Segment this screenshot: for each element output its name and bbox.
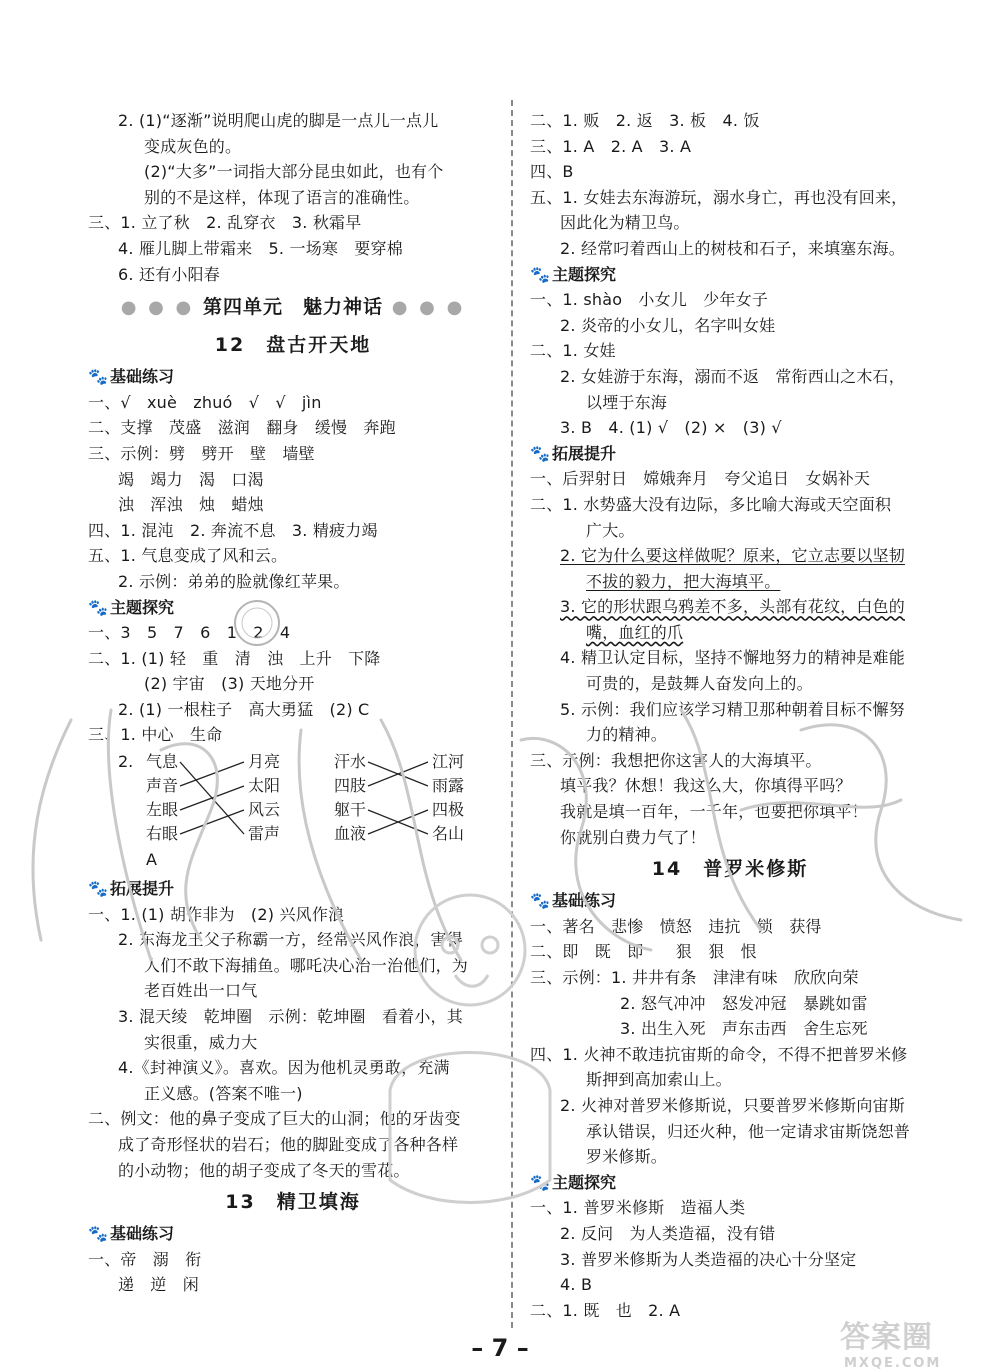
answer-line: 4. 雁儿脚上带霜来 5. 一场寒 要穿棉: [118, 238, 403, 258]
answer-line: 二、1. 女娃: [530, 341, 616, 361]
answer-line: 2. 火神对普罗米修斯说，只要普罗米修斯向宙斯: [560, 1095, 905, 1115]
lesson-title: 14 普罗米修斯: [651, 858, 809, 881]
match-word: 气息: [146, 752, 179, 772]
paw-icon: 🐾: [88, 879, 108, 899]
paw-icon: 🐾: [88, 367, 108, 387]
match-word: 太阳: [248, 776, 281, 796]
paw-icon: 🐾: [88, 597, 108, 617]
match-word: 躯干: [334, 800, 367, 820]
answer-line: 2. (1) 一根柱子 高大勇猛 (2) C: [118, 699, 370, 719]
answer-line: 4. B: [560, 1275, 593, 1295]
match-line: [180, 762, 244, 786]
answer-line: 2. 示例：弟弟的脸就像红苹果。: [118, 571, 350, 591]
answer-line: 实很重，威力大: [144, 1032, 258, 1052]
answer-line-wavy: 3. 它的形状跟乌鸦差不多，头部有花纹，白色的: [560, 597, 905, 617]
answer-line: 二、1. 既 也 2. A: [530, 1300, 681, 1320]
answer-line: 2. (1)“逐渐”说明爬山虎的脚是一点儿一点儿: [118, 111, 439, 130]
match-word: 名山: [432, 824, 465, 844]
answer-line: 一、1. shào 小女儿 少年女子: [530, 290, 769, 310]
paw-icon: 🐾: [530, 891, 550, 911]
match-word: 雨露: [432, 776, 465, 796]
answer-line: 正义感。(答案不唯一): [144, 1083, 303, 1103]
section-header: 🐾 基础练习: [88, 1221, 498, 1247]
lesson-title: 12 盘古开天地: [214, 334, 372, 357]
section-header: 🐾 拓展提升: [530, 441, 930, 467]
answer-line: 3. 出生入死 声东击西 舍生忘死: [620, 1019, 868, 1039]
answer-line: 4. 精卫认定目标，坚持不懈地努力的精神是难能: [560, 648, 905, 668]
logo-url: MXQE.COM: [844, 1356, 942, 1371]
answer-line: 2. 怒气冲冲 怒发冲冠 暴跳如雷: [620, 993, 868, 1013]
answer-line: 一、著名 悲惨 愤怒 违抗 锁 获得: [530, 916, 822, 936]
answer-line: (2)“大多”一词指大部分昆虫如此，也有个: [144, 162, 444, 182]
answer-line: 6. 还有小阳春: [118, 264, 220, 284]
paw-icon: 🐾: [88, 1224, 108, 1244]
match-word: 雷声: [248, 824, 281, 844]
answer-line: 以堙于东海: [586, 392, 668, 412]
match-word: 四极: [432, 800, 465, 820]
lesson-title: 13 精卫填海: [225, 1191, 361, 1214]
answer-line: 因此化为精卫鸟。: [560, 213, 690, 233]
answer-line-underlined: 2. 它为什么要这样做呢？原来，它立志要以坚韧: [560, 546, 905, 566]
answer-line: 二、1. 贩 2. 返 3. 板 4. 饭: [530, 111, 760, 130]
answer-line: 二、1. 水势盛大没有边际，多比喻大海或天空面积: [530, 494, 892, 514]
answer-line-wavy: 嘴，血红的爪: [586, 622, 684, 642]
circular-stamp-icon: [232, 598, 282, 648]
section-header: 🐾 主题探究: [530, 262, 930, 288]
section-header: 🐾 主题探究: [88, 595, 498, 621]
paw-icon: 🐾: [530, 443, 550, 463]
answer-line: 四、1. 混沌 2. 奔流不息 3. 精疲力竭: [88, 520, 378, 540]
match-line: [180, 810, 244, 834]
answer-line: 罗米修斯。: [586, 1147, 668, 1167]
paw-icon: 🐾: [530, 1172, 550, 1192]
match-word: 汗水: [334, 752, 367, 772]
unit-title-text: 第四单元 魅力神话: [202, 296, 383, 319]
match-word: 四肢: [334, 776, 367, 796]
left-column: [88, 108, 498, 1298]
answer-line: 广大。: [586, 520, 635, 540]
unit-title: [88, 289, 498, 326]
answer-line: 变成灰色的。: [144, 136, 242, 156]
answer-line: 3. 混天绫 乾坤圈 示例：乾坤圈 看着小，其: [118, 1007, 463, 1027]
answer-line: 成了奇形怪状的岩石；他的脚趾变成了各种各样: [118, 1135, 459, 1154]
answer-line: 一、√ xuè zhuó √ √ jìn: [88, 392, 322, 412]
answer-line: 5. 示例：我们应该学习精卫那种朝着目标不懈努: [560, 699, 905, 719]
section-header: 🐾 主题探究: [530, 1170, 930, 1196]
match-lines: [88, 748, 498, 876]
decor-dots: ● ● ●: [383, 297, 466, 319]
answer-line: 你就别白费力气了！: [560, 827, 706, 847]
answer-line: 三、1. 中心 生命: [88, 725, 223, 745]
logo-text: 答案圈: [840, 1320, 933, 1355]
answer-line: 承认错误，归还火种，他一定请求宙斯饶恕普: [586, 1121, 911, 1141]
right-column: [530, 108, 930, 1323]
answer-line: 2. 炎帝的小女儿，名字叫女娃: [560, 315, 776, 335]
answer-line: 五、1. 气息变成了风和云。: [88, 546, 288, 566]
answer-line: 2. 经常叼着西山上的树枝和石子，来填塞东海。: [560, 238, 905, 258]
section-header: 🐾 基础练习: [530, 888, 930, 914]
answer-line: 2. 反问 为人类造福，没有错: [560, 1223, 776, 1243]
answer-line: 填平我？休想！我这么大，你填得平吗？: [560, 776, 852, 796]
answer-line: 三、1. A 2. A 3. A: [530, 136, 692, 156]
answer-line: 五、1. 女娃去东海游玩，溺水身亡，再也没有回来，: [530, 187, 908, 207]
match-answer: A: [146, 850, 157, 870]
answer-line: 2. 女娃游于东海，溺而不返 常衔西山之木石，: [560, 366, 905, 386]
answer-line: 四、B: [530, 162, 574, 182]
match-word: 风云: [248, 800, 281, 820]
match-word: 血液: [334, 824, 367, 844]
section-header: 🐾 拓展提升: [88, 876, 498, 902]
matching-exercise: [88, 748, 498, 876]
answer-line: 一、后羿射日 嫦娥奔月 夸父追日 女娲补天: [530, 469, 871, 489]
answer-line: 三、示例：劈 劈开 壁 墙壁: [88, 443, 315, 463]
answer-line: 的小动物；他的胡子变成了冬天的雪花。: [118, 1160, 410, 1180]
answer-line: 4.《封神演义》。喜欢。因为他机灵勇敢，充满: [118, 1058, 450, 1078]
answer-line: 可贵的，是鼓舞人奋发向上的。: [586, 674, 813, 694]
answer-line: 二、即 既 即 狠 狠 恨: [530, 942, 757, 962]
answer-line: 人们不敢下海捕鱼。哪吒决心治一治他们，为: [144, 955, 469, 975]
answer-line: 斯押到高加索山上。: [586, 1070, 732, 1090]
match-word: 月亮: [248, 752, 281, 772]
answer-line: 三、示例：我想把你这害人的大海填平。: [530, 750, 822, 770]
answer-line-underlined: 不拔的毅力，把大海填平。: [586, 571, 781, 591]
answer-line: 二、1. (1) 轻 重 清 浊 上升 下降: [88, 648, 381, 668]
match-word: 左眼: [146, 800, 179, 820]
match-word: 声音: [146, 776, 179, 796]
answer-line: 浊 浑浊 烛 蜡烛: [118, 495, 264, 515]
page-number: – 7 –: [471, 1334, 529, 1362]
answer-line: 三、示例：1. 井井有条 津津有味 欣欣向荣: [530, 968, 859, 987]
answer-line: 力的精神。: [586, 725, 668, 745]
match-word: 右眼: [146, 824, 179, 844]
section-header: 🐾 基础练习: [88, 364, 498, 390]
answer-line: 3. 普罗米修斯为人类造福的决心十分坚定: [560, 1249, 857, 1269]
answer-line: 四、1. 火神不敢违抗宙斯的命令，不得不把普罗米修: [530, 1044, 908, 1064]
answer-line: 我就是填一百年，一千年，也要把你填平！: [560, 802, 868, 822]
column-divider: [511, 100, 513, 1328]
answer-line: 三、1. 立了秋 2. 乱穿衣 3. 秋霜早: [88, 213, 362, 233]
paw-icon: 🐾: [530, 264, 550, 284]
match-line: [180, 786, 244, 810]
match-word: 江河: [432, 752, 465, 772]
answer-line: 二、支撑 茂盛 滋润 翻身 缓慢 奔跑: [88, 418, 396, 438]
answer-line: 3. B 4. (1) √ (2) × (3) √: [560, 418, 782, 438]
answer-line: 一、3 5 7 6 1 2 4: [88, 623, 291, 643]
answer-line: 一、1. 普罗米修斯 造福人类: [530, 1198, 746, 1218]
answer-line: 一、帝 溺 衔: [88, 1249, 202, 1269]
answer-line: 竭 竭力 渴 口渴: [118, 469, 264, 489]
match-prefix: 2.: [118, 752, 134, 772]
answer-line: (2) 宇宙 (3) 天地分开: [144, 674, 315, 694]
decor-dots: ● ● ●: [120, 297, 203, 319]
answer-line: 老百姓出一口气: [144, 981, 258, 1001]
answer-line: 二、例文：他的鼻子变成了巨大的山洞；他的牙齿变: [88, 1109, 461, 1129]
answer-line: 2. 东海龙王父子称霸一方，经常兴风作浪，害得: [118, 930, 463, 950]
answer-line: 递 逆 闲: [118, 1275, 200, 1295]
answer-line: 一、1. (1) 胡作非为 (2) 兴风作浪: [88, 904, 345, 924]
answer-line: 别的不是这样，体现了语言的准确性。: [144, 187, 420, 207]
site-logo: [840, 1312, 990, 1371]
